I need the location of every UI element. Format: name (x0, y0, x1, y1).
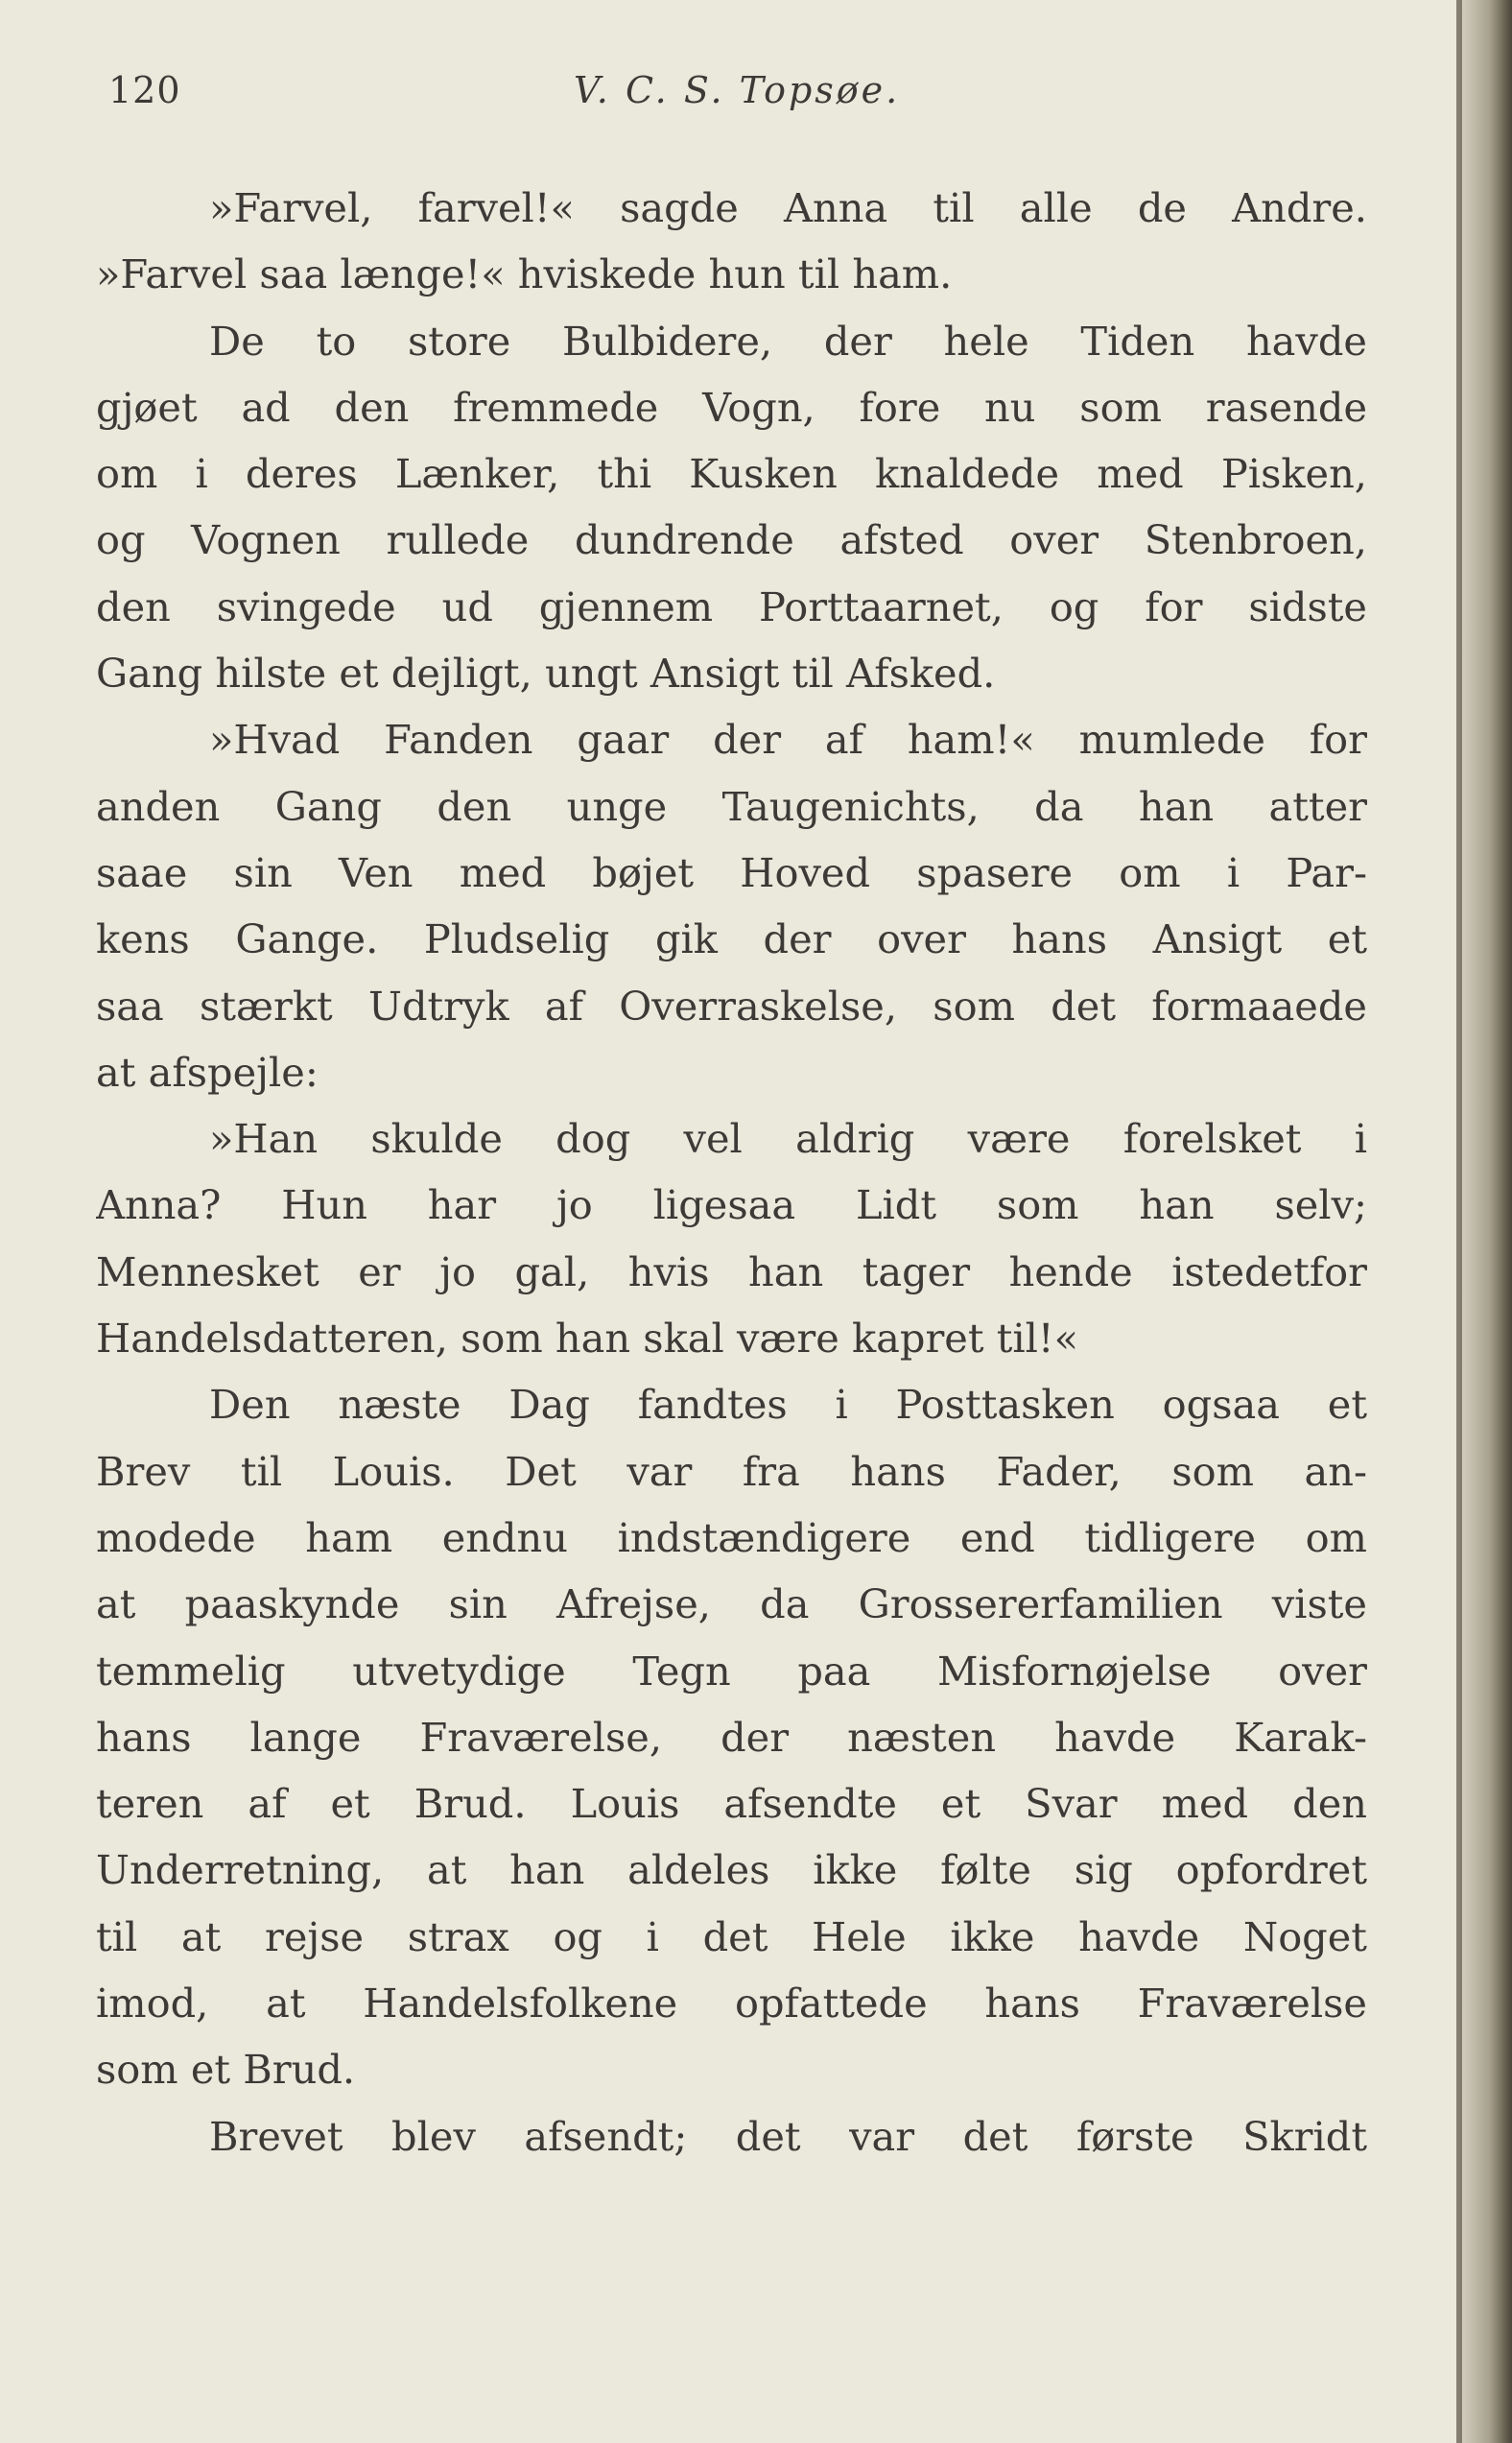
running-title: V. C. S. Topsøe. (574, 69, 901, 111)
book-binding-edge (1456, 0, 1512, 2443)
text-line: den svingede ud gjennem Porttaarnet, og for sidste (96, 582, 1367, 630)
text-line: teren af et Brud. Louis afsendte et Svar med den (96, 1780, 1367, 1828)
text-line: at afspejle: (96, 1048, 319, 1096)
text-line: De to store Bulbidere, der hele Tiden havde (209, 317, 1367, 365)
binding-shadow (1456, 0, 1462, 2443)
text-line: »Han skulde dog vel aldrig være forelsket i (209, 1115, 1367, 1163)
text-line: Brevet blev afsendt; det var det første Skridt (209, 2112, 1367, 2160)
text-line: Den næste Dag fandtes i Posttasken ogsaa et (209, 1381, 1367, 1429)
text-line: saae sin Ven med bøjet Hoved spasere om i Par- (96, 848, 1367, 896)
text-line: temmelig utvetydige Tegn paa Misfornøjelse over (96, 1647, 1367, 1695)
page-number: 120 (108, 69, 181, 111)
text-line: hans lange Fraværelse, der næsten havde Karak- (96, 1713, 1367, 1761)
text-line: »Hvad Fanden gaar der af ham!« mumlede for (209, 716, 1367, 764)
text-line: Anna? Hun har jo ligesaa Lidt som han selv; (96, 1181, 1367, 1229)
text-line: Brev til Louis. Det var fra hans Fader, som an- (96, 1447, 1367, 1495)
text-line: gjøet ad den fremmede Vogn, fore nu som rasende (96, 383, 1367, 431)
text-line: saa stærkt Udtryk af Overraskelse, som det formaaede (96, 982, 1367, 1030)
text-line: anden Gang den unge Taugenichts, da han atter (96, 782, 1367, 830)
text-line: kens Gange. Pludselig gik der over hans Ansigt et (96, 915, 1367, 963)
text-line: som et Brud. (96, 2046, 356, 2094)
text-line: Mennesket er jo gal, hvis han tager hende istedetfor (96, 1247, 1367, 1295)
text-line: til at rejse strax og i det Hele ikke havde Noget (96, 1912, 1367, 1960)
text-line: Handelsdatteren, som han skal være kapret til!« (96, 1315, 1079, 1363)
body-text (96, 175, 1367, 2170)
text-line: og Vognen rullede dundrende afsted over Stenbroen, (96, 516, 1367, 564)
text-line: »Farvel saa længe!« hviskede hun til ham. (96, 250, 953, 298)
text-line: imod, at Handelsfolkene opfattede hans Fraværelse (96, 1980, 1367, 2028)
page-header (108, 69, 1384, 127)
text-line: at paaskynde sin Afrejse, da Grossererfamilien viste (96, 1580, 1367, 1628)
text-line: Underretning, at han aldeles ikke følte sig opfordret (96, 1846, 1367, 1894)
text-line: om i deres Lænker, thi Kusken knaldede med Pisken, (96, 450, 1367, 498)
text-line: modede ham endnu indstændigere end tidligere om (96, 1513, 1367, 1561)
text-line: Gang hilste et dejligt, ungt Ansigt til Afsked. (96, 650, 996, 698)
text-line: »Farvel, farvel!« sagde Anna til alle de Andre. (209, 184, 1367, 231)
